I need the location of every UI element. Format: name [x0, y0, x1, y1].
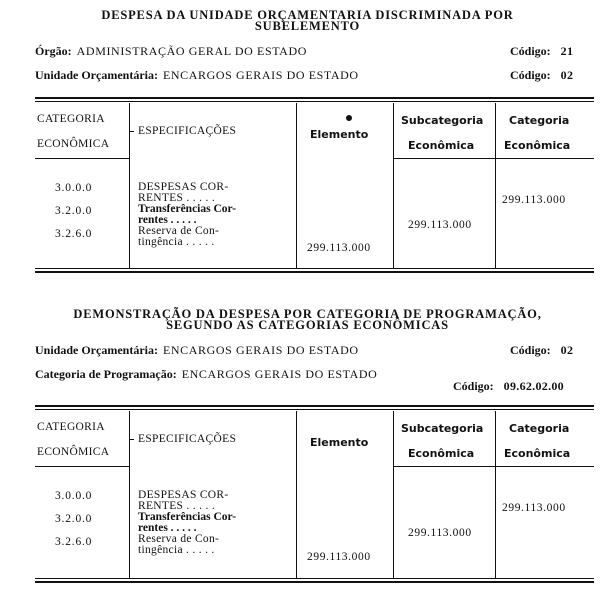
section1-unidade-line	[35, 68, 359, 83]
categoria-value: 299.113.000	[502, 502, 566, 514]
categoria-value: ENCARGOS GERAIS DO ESTADO	[181, 367, 378, 381]
header-categoria-col-line2: Econômica	[504, 447, 571, 460]
spec-column	[138, 490, 236, 556]
unidade-code-label: Código:	[510, 343, 551, 357]
categoria-label: Categoria de Programação:	[35, 367, 177, 381]
elemento-value: 299.113.000	[307, 551, 371, 563]
unidade-label: Unidade Orçamentária:	[35, 343, 158, 357]
section2-unidade-line	[35, 343, 359, 358]
table-bottom-rule	[35, 581, 594, 583]
section2-title-line1: DEMONSTRAÇÃO DA DESPESA POR CATEGORIA DE PROGRAMAÇÃO,	[73, 307, 542, 321]
col-divider	[495, 411, 496, 579]
elemento-value: 299.113.000	[307, 242, 371, 254]
table-1	[35, 97, 594, 275]
header-elemento: Elemento	[310, 128, 369, 141]
table-bottom-rule-inner	[35, 578, 594, 579]
spec-line: DESPESAS COR-	[138, 181, 229, 193]
spec-line: rentes . . . . .	[138, 214, 197, 226]
header-especificacoes: ESPECIFICAÇÕES	[138, 125, 237, 137]
header-rule	[35, 158, 129, 159]
header-tick	[129, 439, 134, 440]
spec-line: tingência . . . . .	[138, 236, 215, 248]
header-categoria-line1: CATEGORIA	[37, 113, 105, 125]
spec-line: DESPESAS COR-	[138, 489, 229, 501]
spec-line: Transferências Cor-	[138, 203, 237, 215]
header-subcategoria-line1: Subcategoria	[401, 114, 484, 127]
section2-categoria-line	[35, 367, 377, 382]
section2-unidade-code	[510, 343, 573, 358]
table-bottom-rule	[35, 271, 594, 273]
unidade-value: ENCARGOS GERAIS DO ESTADO	[162, 68, 359, 82]
col-divider	[129, 411, 130, 579]
header-categoria-line2: ECONÔMICA	[37, 446, 110, 458]
code-item: 3.2.6.0	[55, 536, 93, 548]
code-item: 3.2.0.0	[55, 513, 93, 525]
spec-line: rentes . . . . .	[138, 522, 197, 534]
section2-categoria-code	[453, 379, 564, 394]
subcategoria-value: 299.113.000	[408, 219, 472, 231]
spec-line: Reserva de Con-	[138, 533, 220, 545]
unidade-label: Unidade Orçamentária:	[35, 68, 158, 82]
spec-line: RENTES . . . . .	[138, 500, 215, 512]
unidade-code-value: 02	[560, 68, 574, 82]
col-divider	[393, 103, 394, 268]
categoria-value: 299.113.000	[502, 194, 566, 206]
spec-line: tingência . . . . .	[138, 544, 215, 556]
header-categoria-col-line2: Econômica	[504, 139, 571, 152]
header-subcategoria-line2: Econômica	[408, 139, 475, 152]
table-top-rule	[35, 97, 594, 99]
table-2	[35, 405, 594, 585]
table-top-rule-inner	[35, 409, 594, 410]
bullet-mark	[346, 115, 352, 121]
subcategoria-value: 299.113.000	[408, 527, 472, 539]
header-categoria-line2: ECONÔMICA	[37, 138, 110, 150]
code-item: 3.2.6.0	[55, 228, 93, 240]
col-divider	[296, 411, 297, 579]
spec-line: RENTES . . . . .	[138, 192, 215, 204]
spec-line: Transferências Cor-	[138, 511, 237, 523]
section1-orgao-line	[35, 44, 307, 59]
header-categoria-col-line1: Categoria	[509, 422, 570, 435]
codes-column	[55, 177, 92, 246]
categoria-code-label: Código:	[453, 379, 494, 393]
section1-unidade-code	[510, 68, 573, 83]
header-rule	[393, 158, 594, 159]
categoria-code-value: 09.62.02.00	[503, 379, 564, 393]
unidade-code-label: Código:	[510, 68, 551, 82]
header-elemento: Elemento	[310, 436, 369, 449]
unidade-value: ENCARGOS GERAIS DO ESTADO	[162, 343, 359, 357]
header-tick	[129, 131, 134, 132]
table-bottom-rule-inner	[35, 268, 594, 269]
col-divider	[393, 411, 394, 579]
code-item: 3.0.0.0	[55, 182, 93, 194]
spec-line: Reserva de Con-	[138, 225, 220, 237]
header-subcategoria-line1: Subcategoria	[401, 422, 484, 435]
orgao-value: ADMINISTRAÇÃO GERAL DO ESTADO	[76, 44, 307, 58]
orgao-code-label: Código:	[510, 44, 551, 58]
codes-column	[55, 485, 92, 554]
header-categoria-line1: CATEGORIA	[37, 421, 105, 433]
col-divider	[495, 103, 496, 268]
code-item: 3.0.0.0	[55, 490, 93, 502]
header-categoria-col-line1: Categoria	[509, 114, 570, 127]
header-rule	[35, 466, 129, 467]
table-top-rule-inner	[35, 101, 594, 102]
col-divider	[129, 103, 130, 268]
section2-title-line2: SEGUNDO AS CATEGORIAS ECONÔMICAS	[166, 318, 449, 332]
section1-title-line1: DESPESA DA UNIDADE ORÇAMENTARIA DISCRIMINADA POR	[101, 8, 514, 22]
header-subcategoria-line2: Econômica	[408, 447, 475, 460]
section1-title-line2: SUBELEMENTO	[254, 19, 361, 33]
header-especificacoes: ESPECIFICAÇÕES	[138, 433, 237, 445]
col-divider	[296, 103, 297, 268]
header-rule	[393, 466, 594, 467]
section1-orgao-code	[510, 44, 573, 59]
code-item: 3.2.0.0	[55, 205, 93, 217]
unidade-code-value: 02	[560, 343, 574, 357]
spec-column	[138, 182, 236, 248]
orgao-code-value: 21	[560, 44, 574, 58]
orgao-label: Órgão:	[35, 44, 72, 58]
table-top-rule	[35, 405, 594, 407]
